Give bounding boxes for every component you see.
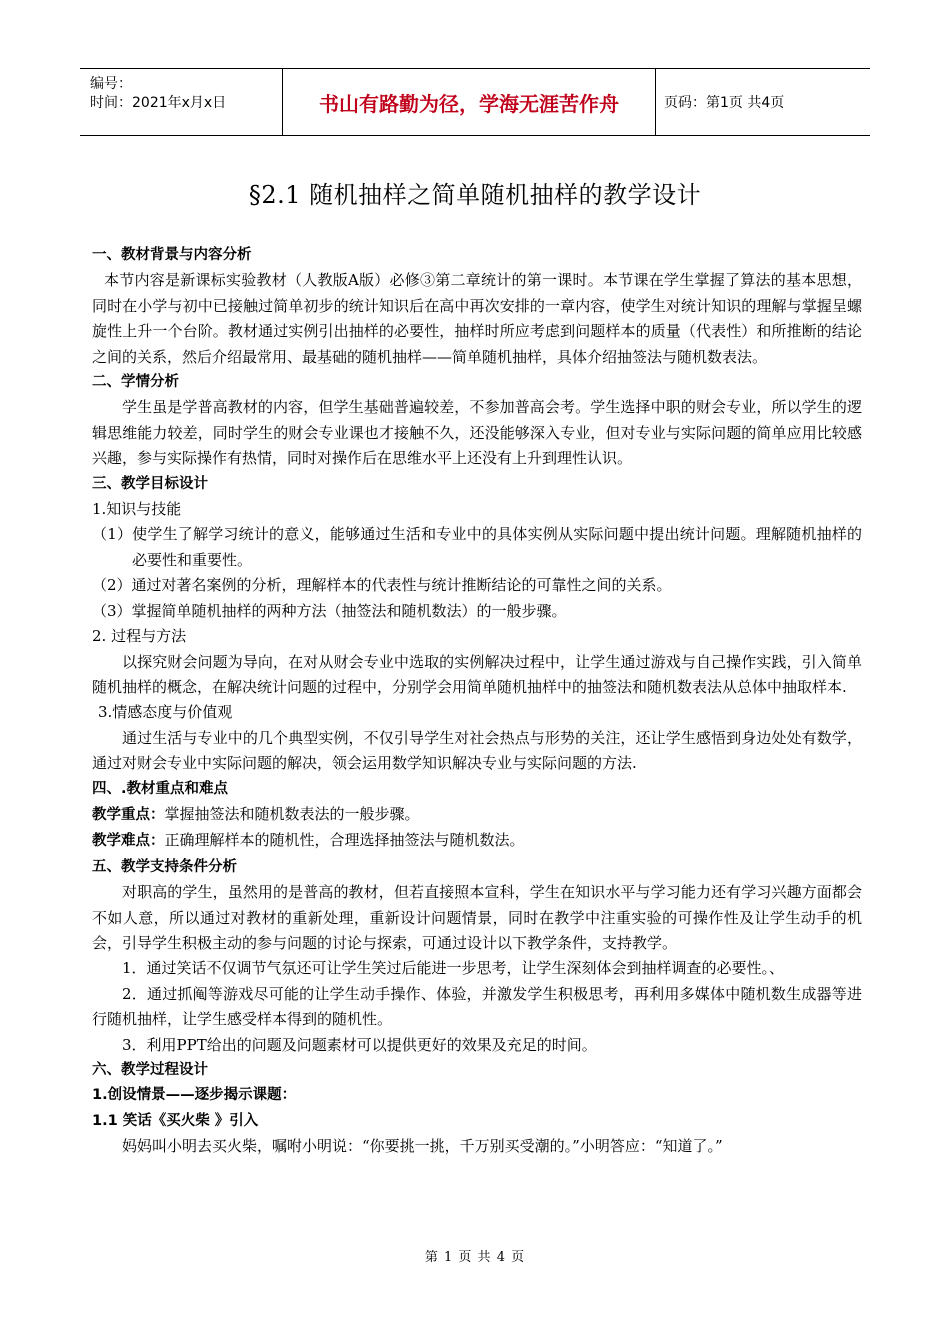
paragraph: 对职高的学生，虽然用的是普高的教材，但若直接照本宣科，学生在知识水平与学习能力还有学习兴趣方面都会不如人意，所以通过对教材的重新处理，重新设计问题情景，同时在教学中注重实验的可操作性及让学生动手的机会，引导学生积极主动的参与问题的讨论与探索，可通过设计以下教学条件，支持教学。 [92, 883, 862, 952]
section-heading: 二、学情分析 [92, 374, 179, 391]
time-label: 时间：2021年x月x日 [90, 95, 227, 111]
paragraph: 本节内容是新课标实验教材（人教版A版）必修③第二章统计的第一课时。本节课在学生掌握了算法的基本思想，同时在小学与初中已接触过简单初步的统计知识后在高中再次安排的一章内容，使学生对统计知识的理解与掌握呈螺旋性上升一个台阶。教材通过实例引出抽样的必要性，抽样时所应考虑到问题样本的质量（代表性）和所推断的结论之间的关系，然后介绍最常用、最基础的随机抽样——简单随机抽样，具体介绍抽签法与随机数表法。 [92, 271, 862, 366]
page-footer: 第 1 页 共 4 页 [424, 1250, 526, 1265]
paragraph: 妈妈叫小明去买火柴，嘱咐小明说：“你要挑一挑，千万别买受潮的。”小明答应：“知道了。” [122, 1137, 723, 1156]
section-heading: 一、教材背景与内容分析 [92, 247, 252, 263]
key-point [92, 802, 862, 828]
paragraph: 通过生活与专业中的几个典型实例，不仅引导学生对社会热点与形势的关注，还让学生感悟到身边处处有数学，通过对财会专业中实际问题的解决，领会运用数学知识解决专业与实际问题的方法. [92, 728, 862, 773]
list-item: 2．通过抓阄等游戏尽可能的让学生动手操作、体验，并激发学生积极思考，再利用多媒体中随机数生成器等进行随机抽样，让学生感受样本得到的随机性。 [92, 984, 862, 1029]
document-title: §2.1 随机抽样之简单随机抽样的教学设计 [248, 181, 702, 209]
section-heading: 六、教学过程设计 [92, 1062, 208, 1078]
header-motto: 书山有路勤为径，学海无涯苦作舟 [282, 69, 656, 135]
section-heading: 四、.教材重点和难点 [92, 780, 229, 797]
section-heading: 五、教学支持条件分析 [92, 858, 237, 875]
list-item: 3．利用PPT给出的问题及问题素材可以提供更好的效果及充足的时间。 [122, 1035, 597, 1054]
paragraph: 以探究财会问题为导向，在对从财会专业中选取的实例解决过程中，让学生通过游戏与自己操作实践，引入简单随机抽样的概念，在解决统计问题的过程中，分别学会用简单随机抽样中的抽签法和随机数表法从总体中抽取样本. [92, 652, 862, 696]
paragraph: 学生虽是学普高教材的内容，但学生基础普遍较差，不参加普高会考。学生选择中职的财会专业，所以学生的逻辑思维能力较差，同时学生的财会专业课也才接触不久，还没能够深入专业，但对专业与实际问题的简单应用比较感兴趣，参与实际操作有热情，同时对操作后在思维水平上还没有上升到理性认识。 [92, 398, 862, 468]
subheading: 2. 过程与方法 [92, 627, 187, 646]
header-page-info: 页码：第1页 共4页 [664, 95, 785, 111]
list-item: （3）掌握简单随机抽样的两种方法（抽签法和随机数法）的一般步骤。 [92, 601, 567, 620]
difficulty-text: 正确理解样本的随机性，合理选择抽签法与随机数法。 [164, 831, 525, 850]
subheading: 1.知识与技能 [92, 500, 182, 519]
section-heading: 三、教学目标设计 [92, 475, 208, 492]
list-item: （1）使学生了解学习统计的意义，能够通过生活和专业中的具体实例从实际问题中提出统计问题。理解随机抽样的必要性和重要性。 [92, 525, 862, 569]
subheading: 1.1 笑话《买火柴 》引入 [92, 1112, 259, 1129]
header-left-cell [80, 69, 282, 135]
difficulty-label: 教学难点： [92, 833, 165, 850]
subheading: 1.创设情景——逐步揭示课题： [92, 1087, 297, 1104]
key-text: 掌握抽签法和随机数表法的一般步骤。 [164, 804, 420, 823]
number-label: 编号： [90, 76, 132, 92]
page-header [80, 68, 870, 136]
subheading: 3.情感态度与价值观 [98, 703, 233, 722]
list-item: 1．通过笑话不仅调节气氛还可让学生笑过后能进一步思考，让学生深刻体会到抽样调查的必要性。、 [122, 959, 785, 978]
difficult-point [92, 828, 862, 854]
key-label: 教学重点： [92, 806, 165, 823]
list-item: （2）通过对著名案例的分析，理解样本的代表性与统计推断结论的可靠性之间的关系。 [92, 576, 672, 595]
document-body [92, 243, 862, 1160]
